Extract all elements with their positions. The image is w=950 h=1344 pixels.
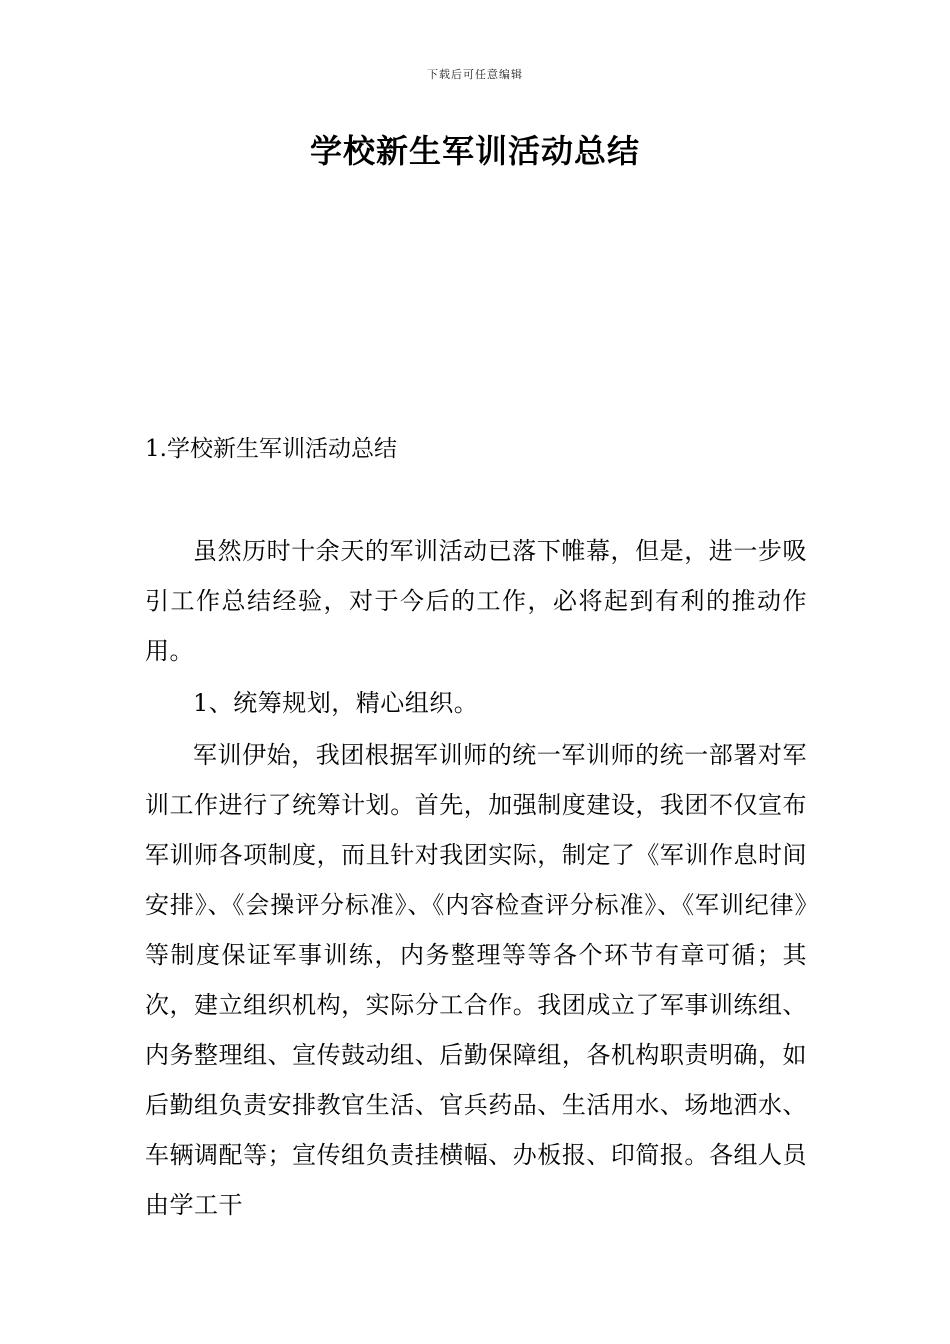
paragraph-details: 军训伊始，我团根据军训师的统一军训师的统一部署对军训工作进行了统筹计划。首先，加强制度建设，我团不仅宣布军训师各项制度，而且针对我团实际，制定了《军训作息时间安排》、《会操评分标准》、《内容检查评分标准》、《军训纪律》等制度保证军事训练，内务整理等等各个环节有章可循；其次，建立组织机构，实际分工合作。我团成立了军事训练组、内务整理组、宣传鼓动组、后勤保障组，各机构职责明确，如后勤组负责安排教官生活、官兵药品、生活用水、场地洒水、车辆调配等；宣传组负责挂横幅、办板报、印简报。各组人员由学工干	[145, 741, 807, 1219]
section-heading: 1.学校新生军训活动总结	[145, 436, 397, 462]
paragraph-subheading: 1、统筹规划，精心组织。	[193, 689, 479, 717]
header-note: 下载后可任意编辑	[427, 68, 523, 81]
document-title: 学校新生军训活动总结	[309, 132, 640, 170]
document-body	[145, 526, 807, 1232]
paragraph-intro: 虽然历时十余天的军训活动已落下帷幕，但是，进一步吸引工作总结经验，对于今后的工作，必将起到有利的推动作用。	[145, 537, 807, 665]
